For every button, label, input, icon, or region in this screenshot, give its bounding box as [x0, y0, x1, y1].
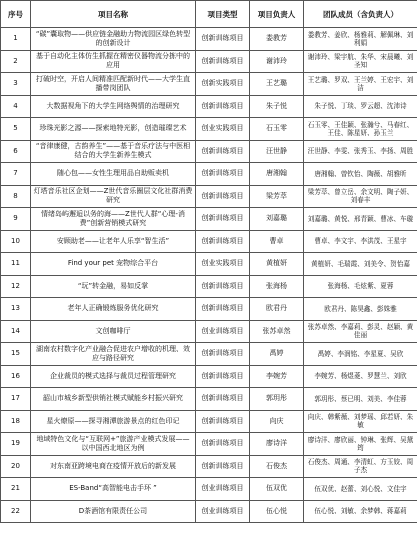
- row-team-members: 梁芳萃、曾立岳、余文明、陶子妍、刘春丰: [304, 185, 417, 208]
- row-project-type: 创新训练项目: [196, 275, 250, 298]
- row-project-name: “玩”转金融，易如反掌: [31, 275, 196, 298]
- table-row: [1, 478, 417, 501]
- table-row: [1, 320, 417, 343]
- row-team-members: 禹婷、李润铭、李星夏、吴欣: [304, 343, 417, 366]
- row-project-type: 创新训练项目: [196, 50, 250, 73]
- row-no: 4: [1, 95, 31, 118]
- row-leader: 曹卓: [250, 230, 304, 253]
- row-team-members: 曹卓、李文宇、李洪茂、王星宇: [304, 230, 417, 253]
- row-project-type: 创业实践项目: [196, 253, 250, 276]
- row-team-members: 娄教芳、姜欣、杨雅莉、解佩琳、刘利娟: [304, 28, 417, 51]
- row-project-type: 创新训练项目: [196, 163, 250, 186]
- table-row: [1, 275, 417, 298]
- row-project-name: 企业裁员的模式选择与裁员过程管理研究: [31, 365, 196, 388]
- table-row: [1, 455, 417, 478]
- header-leader: 项目负责人: [250, 1, 304, 28]
- row-no: 8: [1, 185, 31, 208]
- row-project-name: 随心包——女性生理用品自助贩卖机: [31, 163, 196, 186]
- row-project-type: 创新训练项目: [196, 28, 250, 51]
- row-project-name: 打破时空，开启人间精准匹配新时代——大学生直播带岗团队: [31, 73, 196, 96]
- table-row: [1, 230, 417, 253]
- row-no: 19: [1, 433, 31, 456]
- row-team-members: 黄植妍、毛瑞霞、刘美令、贺怡嘉: [304, 253, 417, 276]
- row-project-type: 创新训练项目: [196, 343, 250, 366]
- table-row: [1, 388, 417, 411]
- row-leader: 王艺璐: [250, 73, 304, 96]
- row-team-members: 张苏卓然、李嘉莉、彭灵、赵颖、黄佳丽: [304, 320, 417, 343]
- row-project-name: 对东南亚跨境电商在疫情开放后的新发展: [31, 455, 196, 478]
- row-no: 2: [1, 50, 31, 73]
- table-row: [1, 253, 417, 276]
- row-project-name: “碳”囊取物——供应链金融助力物流园区绿色转型的创新设计: [31, 28, 196, 51]
- row-no: 16: [1, 365, 31, 388]
- row-team-members: 刘嘉璐、黄悦、邢青颖、曹冰、车璇: [304, 208, 417, 231]
- row-leader: 汪世静: [250, 140, 304, 163]
- row-leader: 向庆: [250, 410, 304, 433]
- row-leader: 张海杨: [250, 275, 304, 298]
- row-no: 18: [1, 410, 31, 433]
- table-row: [1, 140, 417, 163]
- table-row: [1, 28, 417, 51]
- row-project-type: 创新训练项目: [196, 410, 250, 433]
- row-project-name: 大数据视角下的大学生网络舆情的治理研究: [31, 95, 196, 118]
- row-project-type: 创新训练项目: [196, 95, 250, 118]
- row-project-name: 湖南农村数字化产业融合促进农户增收的机理、效应与路径研究: [31, 343, 196, 366]
- row-team-members: 谢沛玲、梁宇航、朱华、宋晨曦、刘圣知: [304, 50, 417, 73]
- row-leader: 黄植妍: [250, 253, 304, 276]
- table-row: [1, 365, 417, 388]
- row-team-members: 廖诗洋、廖欣丽、钟琳、张辉、吴黛筠: [304, 433, 417, 456]
- row-project-name: 文创咖啡厅: [31, 320, 196, 343]
- row-project-type: 创新训练项目: [196, 388, 250, 411]
- row-project-name: 情绪岛屿邂逅以务的海——Z世代人群“心理-消费”创新营销模式研究: [31, 208, 196, 231]
- row-project-type: 创新训练项目: [196, 185, 250, 208]
- row-no: 21: [1, 478, 31, 501]
- header-project-name: 项目名称: [31, 1, 196, 28]
- row-leader: 朱子悦: [250, 95, 304, 118]
- row-team-members: 石俊杰、周通、李清虹、方玉姣、周子杰: [304, 455, 417, 478]
- row-leader: 娄教芳: [250, 28, 304, 51]
- row-no: 15: [1, 343, 31, 366]
- row-no: 11: [1, 253, 31, 276]
- row-leader: 伍心悦: [250, 500, 304, 523]
- table-row: [1, 410, 417, 433]
- row-team-members: 向庆、韩紫薇、刘梦瑶、邱若妍、朱敏: [304, 410, 417, 433]
- row-project-name: ES-Band“高智能电击手环 ”: [31, 478, 196, 501]
- row-no: 7: [1, 163, 31, 186]
- table-row: [1, 208, 417, 231]
- row-leader: 李婉芳: [250, 365, 304, 388]
- table-row: [1, 343, 417, 366]
- row-project-name: 基于自动化主体仿生抓握在精密仪器物流分拣中的应用: [31, 50, 196, 73]
- row-project-name: 灯塔音乐社区企划——Z世代音乐圈层文化社群消费研究: [31, 185, 196, 208]
- row-project-name: 星火燎原——探寻湘潭旅游景点的红色印记: [31, 410, 196, 433]
- row-no: 14: [1, 320, 31, 343]
- row-project-name: 安顾助老——让老年人乐享“智生活”: [31, 230, 196, 253]
- row-team-members: 汪世静、李雯、张秀玉、李扬、周胜: [304, 140, 417, 163]
- row-project-type: 创新训练项目: [196, 433, 250, 456]
- table-row: [1, 500, 417, 523]
- row-project-type: 创业训练项目: [196, 500, 250, 523]
- row-leader: 石俊杰: [250, 455, 304, 478]
- header-no: 序号: [1, 1, 31, 28]
- row-team-members: 郭玥彤、蔡已明、刘美、李佳蓉: [304, 388, 417, 411]
- row-no: 5: [1, 118, 31, 141]
- row-team-members: 唐湘翰、曾钦怡、陶薇、胡雅昕: [304, 163, 417, 186]
- row-team-members: 李婉芳、杨煜菱、罗慧兰、刘欣: [304, 365, 417, 388]
- table-row: [1, 73, 417, 96]
- row-project-type: 创业训练项目: [196, 320, 250, 343]
- header-team-members: 团队成员（含负责人）: [304, 1, 417, 28]
- row-project-name: D茶酒馆有限责任公司: [31, 500, 196, 523]
- row-team-members: 王艺璐、罗双、王兰婷、王宏宇、刘洁: [304, 73, 417, 96]
- row-leader: 伍双优: [250, 478, 304, 501]
- row-project-type: 创新训练项目: [196, 298, 250, 321]
- row-team-members: 伍双优、赵蕾、刘心悦、文佳宇: [304, 478, 417, 501]
- table-row: [1, 433, 417, 456]
- row-leader: 张苏卓然: [250, 320, 304, 343]
- row-project-type: 创新训练项目: [196, 208, 250, 231]
- row-leader: 谢沛玲: [250, 50, 304, 73]
- table-row: [1, 118, 417, 141]
- header-project-type: 项目类型: [196, 1, 250, 28]
- row-project-name: 地域特色文化与“互联网+”旅游产业模式发展——以中国西北地区为例: [31, 433, 196, 456]
- row-project-name: 老年人正确锻炼服务优化研究: [31, 298, 196, 321]
- row-project-name: 珍珠光影之源——探索地特光影，创造璀璨艺术: [31, 118, 196, 141]
- row-team-members: 朱子悦、丁琰、罗云超、沈沛诗: [304, 95, 417, 118]
- row-leader: 刘嘉璐: [250, 208, 304, 231]
- table-header-row: [1, 1, 417, 28]
- row-no: 3: [1, 73, 31, 96]
- row-project-type: 创新训练项目: [196, 455, 250, 478]
- table-row: [1, 163, 417, 186]
- row-no: 12: [1, 275, 31, 298]
- row-project-type: 创新训练项目: [196, 230, 250, 253]
- row-project-type: 创业实践项目: [196, 118, 250, 141]
- row-no: 1: [1, 28, 31, 51]
- row-leader: 梁芳萃: [250, 185, 304, 208]
- row-project-type: 创新训练项目: [196, 140, 250, 163]
- row-project-type: 创新实践项目: [196, 73, 250, 96]
- row-project-name: 韶山市城乡新型供销社模式赋能乡村振兴研究: [31, 388, 196, 411]
- row-no: 9: [1, 208, 31, 231]
- row-no: 6: [1, 140, 31, 163]
- row-project-name: “音律康健，古韵养生”——基于音乐疗法与中医相结合的大学生新养生模式: [31, 140, 196, 163]
- row-leader: 禹婷: [250, 343, 304, 366]
- row-no: 20: [1, 455, 31, 478]
- row-leader: 廖诗洋: [250, 433, 304, 456]
- row-project-type: 创业训练项目: [196, 478, 250, 501]
- row-leader: 郭玥彤: [250, 388, 304, 411]
- row-project-type: 创新训练项目: [196, 365, 250, 388]
- row-leader: 石玉零: [250, 118, 304, 141]
- table-row: [1, 185, 417, 208]
- row-team-members: 石玉零、王佳颖、张瀚兮、马春红、王佳、陈星妍、孙玉兰: [304, 118, 417, 141]
- row-no: 17: [1, 388, 31, 411]
- row-project-name: Find your pet 宠物综合平台: [31, 253, 196, 276]
- row-team-members: 张海杨、毛炫紫、夏蓉: [304, 275, 417, 298]
- row-no: 22: [1, 500, 31, 523]
- row-no: 13: [1, 298, 31, 321]
- row-no: 10: [1, 230, 31, 253]
- row-team-members: 伍心悦、刘敏、余梦韩、蒋嘉莉: [304, 500, 417, 523]
- table-row: [1, 298, 417, 321]
- row-leader: 唐湘翰: [250, 163, 304, 186]
- table-row: [1, 95, 417, 118]
- row-leader: 欧君丹: [250, 298, 304, 321]
- table-row: [1, 50, 417, 73]
- row-team-members: 欧君丹、陈昊鑫、彭姝雅: [304, 298, 417, 321]
